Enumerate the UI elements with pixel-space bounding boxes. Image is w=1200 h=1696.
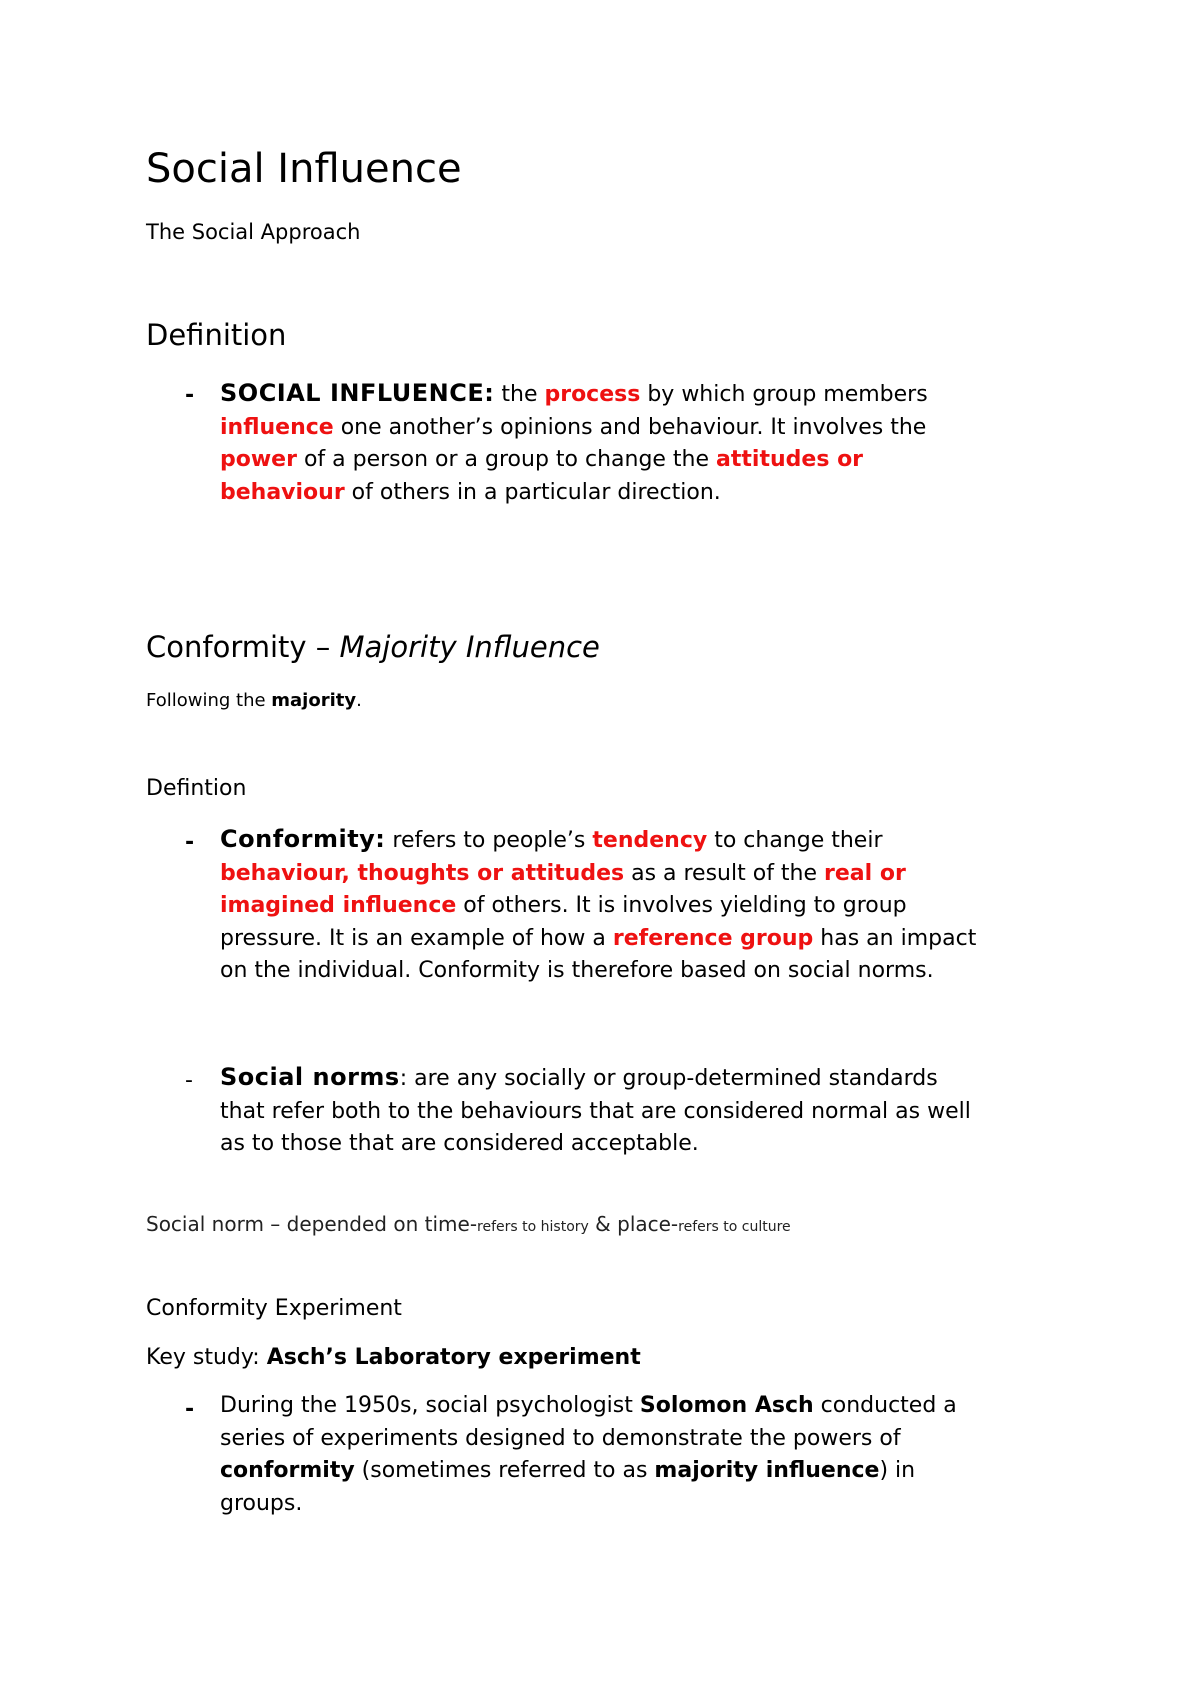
keyword: influence [220,414,334,440]
definition-line: behaviour, thoughts or attitudes as a result of the real or [220,860,906,886]
social-influence-definition [220,377,928,509]
term-conformity: Conformity: [220,825,386,853]
keyword: behaviour [220,479,345,505]
defintion-heading: Defintion [146,776,247,801]
definition-line: Social norms: are any socially or group-determined standards [220,1063,938,1091]
term-social-norms: Social norms [220,1063,400,1091]
definition-line: on the individual. Conformity is therefore based on social norms. [220,958,934,983]
definition-line: behaviour of others in a particular direction. [220,479,721,505]
keyword: behaviour, thoughts or attitudes [220,860,625,886]
definition-line: imagined influence of others. It is involves yielding to group [220,893,907,918]
definition-line: influence one another’s opinions and behaviour. It involves the [220,414,927,440]
keyword: attitudes or [716,447,864,472]
keyword: imagined influence [220,893,457,918]
social-norms-definition [220,1061,971,1161]
definition-line: that refer both to the behaviours that are considered normal as well [220,1098,971,1124]
page-subtitle: The Social Approach [146,220,361,244]
definition-line: as to those that are considered acceptable. [220,1131,699,1156]
definition-heading: Definition [146,318,287,352]
keyword: real or [824,860,906,886]
keyword: process [544,382,641,407]
conformity-heading: Conformity – Majority Influence [146,630,600,664]
experiment-heading: Conformity Experiment [146,1296,402,1321]
key-study-line: Key study: Asch’s Laboratory experiment [146,1345,641,1370]
description-line: groups. [220,1490,303,1516]
description-line: conformity (sometimes referred to as majority influence) in [220,1458,916,1483]
keyword: tendency [592,828,708,853]
definition-line: Conformity: refers to people’s tendency to change their [220,825,883,853]
asch-description [220,1390,957,1520]
definition-line: SOCIAL INFLUENCE: the process by which group members [220,379,928,407]
definition-line: pressure. It is an example of how a reference group has an impact [220,925,977,951]
bullet-marker: - [185,830,195,855]
description-line: series of experiments designed to demonstrate the powers of [220,1425,901,1451]
page-title: Social Influence [146,146,462,192]
description-line: During the 1950s, social psychologist Solomon Asch conducted a [220,1393,957,1418]
definition-line: power of a person or a group to change the attitudes or [220,447,864,472]
keyword: power [220,447,297,472]
social-norm-note: Social norm – depended on time-refers to history & place-refers to culture [146,1212,791,1236]
conformity-summary: Following the majority. [146,690,362,711]
term-social-influence: SOCIAL INFLUENCE: [220,379,495,407]
keyword: reference group [612,925,814,951]
bullet-marker: - [185,1397,195,1422]
bullet-marker: - [185,1068,193,1093]
conformity-definition [220,823,976,988]
bullet-marker: - [185,383,195,408]
